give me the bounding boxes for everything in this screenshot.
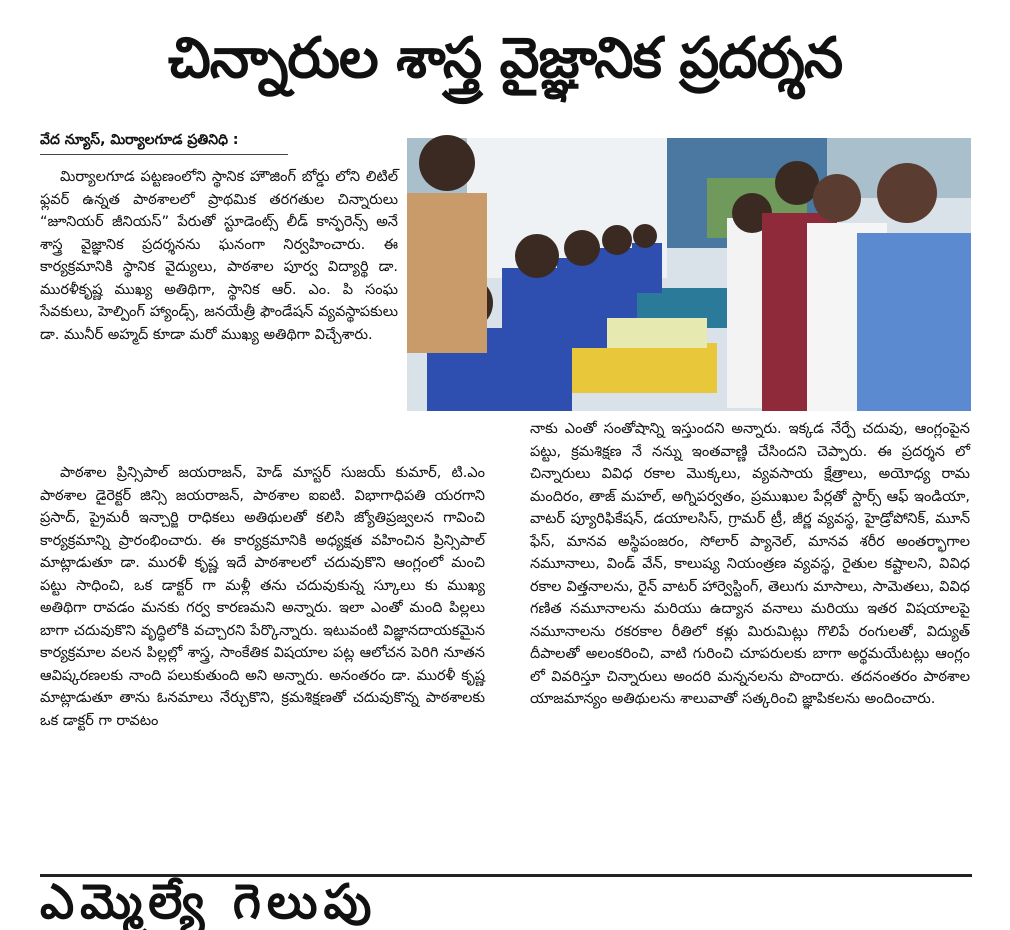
next-article-headline — [40, 874, 972, 930]
paragraph-3-text: నాకు ఎంతో సంతోషాన్ని ఇస్తుందని అన్నారు. ఇక్కడ నేర్పే చదువు, ఆంగ్లంపైన పట్టు, క్రమశిక్షణ నే నన్ను ఇంతవాణ్ణి చేసిందని చెప్పారు. ఈ ప్రదర్శన లో చిన్నారులు వివిధ రకాల మొక్కలు, వ్యవసాయ క్షేత్రాలు, అయోధ్య రామ మందిరం, తాజ్ మహల్, అగ్నిపర్వతం, ప్రముఖుల పేర్లతో స్టార్స్ ఆఫ్ ఇండియా, వాటర్ ప్యూరిఫికేషన్, డయాలసిస్, గ్రామర్ ట్రీ, జీర్ణ వ్యవస్థ, హైడ్రోపోనిక్, మూన్ ఫేస్, మానవ అస్థిపంజరం, సోలార్ ప్యానెల్, మానవ శరీర అంతర్భాగాల నమూనాలు, విండ్ వేన్, కాలుష్య నియంత్రణ వ్యవస్థ, రైతుల కష్టాలని, వివిధ రకాల విత్తనాలను, రైన్ వాటర్ హార్వెస్టింగ్, తెలుగు మాసాలు, సామెతలు, వివిధ గణిత నమూనాలను మరియు ఉద్యాన వనాలు మరియు ఇతర విషయాలపై నమూనాలను రకరకాల రీతిలో కళ్లు మిరుమిట్లు గొలిపే రంగులతో, విద్యుత్ దీపాలతో అలంకరించి, వాటి గురించి చూపరులకు బాగా అర్థమయేటట్లు ఆంగ్లం లో వివరిస్తూ చిన్నారులు అందరి మన్ననలను పొందారు. తదనంతరం పాఠశాల యాజమాన్యం అతిథులను శాలువాతో సత్కరించి జ్ఞాపికలను అందించారు. — [530, 421, 970, 707]
next-article-headline-text: ఎమ్మెల్యే గెలుపు — [40, 874, 378, 930]
exhibition-photo — [407, 138, 971, 411]
article-paragraph-1 — [40, 166, 398, 458]
byline-underline — [40, 154, 288, 155]
photo-illustration — [407, 138, 971, 411]
article-paragraph-2 — [40, 462, 485, 862]
article-paragraph-3 — [530, 418, 970, 864]
paragraph-1-text: మిర్యాలగూడ పట్టణంలోని స్థానిక హౌజింగ్ బోర్డు లోని లిటిల్ ఫ్లవర్ ఉన్నత పాఠశాలలో ప్రాథమిక తరగతుల చిన్నారులు “జూనియర్ జీనియస్” పేరుతో స్టూడెంట్స్ లీడ్ కాన్ఫరెన్స్ అనే శాస్త్ర వైజ్ఞానిక ప్రదర్శనను ఘనంగా నిర్వహించారు. ఈ కార్యక్రమానికి స్థానిక వైద్యులు, పాఠశాల పూర్వ విద్యార్థి డా. మురళీకృష్ణ ముఖ్య అతిథిగా, స్థానిక ఆర్. ఎం. పి సంఘ సేవకులు, హెల్పింగ్ హ్యాండ్స్, జనయేత్రీ ఫౌండేషన్ వ్యవస్థాపకులు డా. మునీర్ అహ్మద్ కూడా మరో ముఖ్య అతిథిగా విచ్చేశారు. — [40, 169, 398, 343]
article-headline: చిన్నారుల శాస్త్ర వైజ్ఞానిక ప్రదర్శన — [167, 26, 843, 91]
article-byline: వేద న్యూస్, మిర్యాలగూడ ప్రతినిధి : — [40, 132, 239, 148]
paragraph-2-text: పాఠశాల ప్రిన్సిపాల్ జయరాజన్, హెడ్ మాస్టర్ సుజయ్ కుమార్, టి.ఎం పాఠశాల డైరెక్టర్ జిన్సి జయరాజన్, పాఠశాల ఐఐటి. విభాగాధిపతి యరగాని ప్రసాద్, ప్రైమరీ ఇన్చార్జి రాధికలు అతిథులతో కలిసి జ్యోతిప్రజ్వలన గావించి కార్యక్రమాన్ని ప్రారంభించారు. ఈ కార్యక్రమానికి అధ్యక్షత వహించిన ప్రిన్సిపాల్ మాట్లాడుతూ డా. మురళీ కృష్ణ ఇదే పాఠశాలలో చదువుకొని ఆంగ్లంలో మంచి పట్టు సాధించి, ఒక డాక్టర్ గా మళ్లీ తను చదువుకున్న స్కూలు కు ముఖ్య అతిథిగా రావడం మనకు గర్వ కారణమని అన్నారు. ఇలా ఎంతో మంది పిల్లలు బాగా చదువుకొని వృద్ధిలోకి వచ్చారని పేర్కొన్నారు. ఇటువంటి విజ్ఞానదాయకమైన కార్యక్రమాల వలన పిల్లల్లో శాస్త్ర, సాంకేతిక విషయాల పట్ల ఆలోచన పెరిగి నూతన ఆవిష్కరణలకు నాంది పలుకుతుంది అని అన్నారు. అనంతరం డా. మురళీ కృష్ణ మాట్లాడుతూ తాను ఓనమాలు నేర్చుకొని, క్రమశిక్షణతో చదువుకొన్న పాఠశాలకు ఒక డాక్టర్ గా రావటం — [40, 465, 485, 729]
